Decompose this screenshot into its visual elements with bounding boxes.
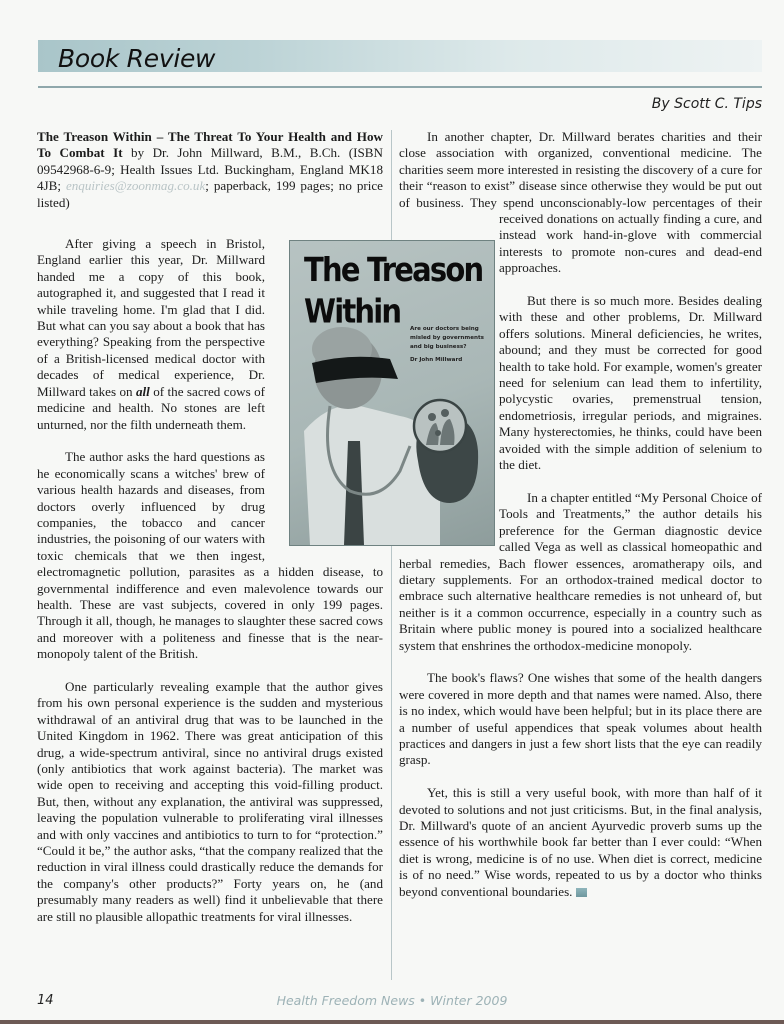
byline: By Scott C. Tips (651, 96, 762, 112)
cover-author: Dr John Millward (410, 357, 463, 363)
paragraph: The author asks the hard questions as he economically scans a witches' brew of various health hazards and diseases, from doctors overly influenced by drug companies, the tobacco and cancer industries, the poisoning of our waters with toxic chemicals that we then ingest, electromagnetic pollution, parasites as a hidden disease, to governmental indifference and even malevolence towards our health. These are vast subjects, covered in only 199 pages. Through it all, though, he manages to slaughter these sacred cows and moreover with a politeness and finesse that is the near-monopoly talent of the British. (37, 449, 383, 662)
paragraph-text: After giving a speech in Bristol, England earlier this year, Dr. Millward handed me a copy of this book, autographed it, and suggested that I read it while traveling home. I'm glad that I did. But what can you say about a book that has everything? Speaking from the perspective of a British-licensed medical doctor with decades of medical experience, Dr. Millward takes on (37, 236, 265, 399)
paragraph: One particularly revealing example that the author gives from his own personal experience is the sudden and mysterious withdrawal of an antiviral drug that was to be launched in the United Kingdom in 1962. There was great anticipation of this drug, a wide-spectrum antiviral, since no antiviral drugs existed (only antibiotics that work against bacteria). The market was wide open to receiving and accepting this void-filling product. But, then, without any explanation, the antiviral was suppressed, leaving the population vulnerable to proliferating viral illnesses and with only vaccines and antibiotics to turn to for “protection.” “Could it be,” the author asks, “that the company realized that the reduction in viral illness could drastically reduce the demands for the company's other products?” Forty years on, he (and presumably many readers as well) find it unbelievable that there are still no plausible allopathic treatments for viral illnesses. (37, 678, 383, 924)
cover-title (304, 249, 482, 332)
paragraph (399, 785, 762, 900)
citation-details: by Dr. John Millward, B.M., B.Ch. (ISBN 09542968-6-9; Health Issues Ltd. Buckingham, England MK18 4JB; (37, 145, 383, 194)
paragraph: In another chapter, Dr. Millward berates charities and their close association with organized, conventional medicine. The charities seem more interested in resisting the discovery of a cure for their “reason to exist” disease since otherwise they would be put out of business. They spend unconscionably-low percentages of their received donations on actually finding a cure, and instead work hand-in-glove with commercial interests to promote non-cures and dead-end approaches. (399, 129, 762, 276)
cover-title-line: Within (304, 291, 401, 331)
paragraph: In a chapter entitled “My Personal Choice of Tools and Treatments,” the author details his preference for the German diagnostic device called Vega as well as classical homeopathic and herbal remedies, Bach flower essences, aromatherapy oils, and dietary supplements. For an orthodox-trained medical doctor to embrace such alternative healthcare remedies is not unheard of, but neither is it a common occurrence, especially in a country such as Britain where public money is poured into a socialized healthcare system that enshrines the orthodox-medicine monopoly. (399, 489, 762, 653)
publisher-email-link[interactable]: enquiries@zoonmag.co.uk (65, 178, 206, 194)
bottom-band (0, 1020, 784, 1024)
paragraph: But there is so much more. Besides dealing with these and other problems, Dr. Millward offers solutions. Mineral deficiencies, he writes, abound; and they must be corrected for good health to take hold. For example, women's greater need for selenium can lead them to infertility, polycystic ovaries, premenstrual tension, endometriosis, irregular periods, and migraines. Many hysterectomies, he thinks, could have been avoided with the simple addition of selenium to the diet. (499, 293, 762, 473)
citation-details-end: ; paperback, 199 pages; no price listed) (37, 178, 383, 210)
book-cover-image (289, 240, 495, 546)
cover-title-line: The Treason (304, 250, 483, 290)
emphasis-text: all (135, 383, 150, 399)
end-of-article-icon (576, 888, 587, 897)
book-title: The Treason Within – The Threat To Your Health and How To Combat It (37, 129, 383, 161)
section-title: Book Review (58, 44, 216, 73)
page-number: 14 (37, 993, 54, 1008)
cover-subtitle: Are our doctors being misled by governments and big business? (410, 326, 484, 350)
paragraph-text: Yet, this is still a very useful book, with more than half of it devoted to solutions and not just criticisms. But, in the final analysis, Dr. Millward's quote of an ancient Ayurvedic proverb sums up the essence of his worthwhile book far better than I ever could: “When diet is wrong, medicine is of no use. When diet is correct, medicine is of no need.” Wise words, repeated to us by a doctor who thinks beyond conventional boundaries. (399, 785, 762, 899)
paragraph: The book's flaws? One wishes that some of the health dangers were covered in more depth and that names were named. Also, there is no index, which would have been helpful; but in its place there are a number of useful appendices that speak volumes about health practices and dangers in just a few short lists that the eye can readily grasp. (399, 670, 762, 768)
header-rule (38, 86, 762, 88)
paragraph-text: of the sacred cows of medicine and health. No stones are left unturned, nor the filth underneath them. (37, 383, 265, 432)
book-citation (37, 129, 383, 211)
publication-name: Health Freedom News • Winter 2009 (276, 993, 508, 1008)
